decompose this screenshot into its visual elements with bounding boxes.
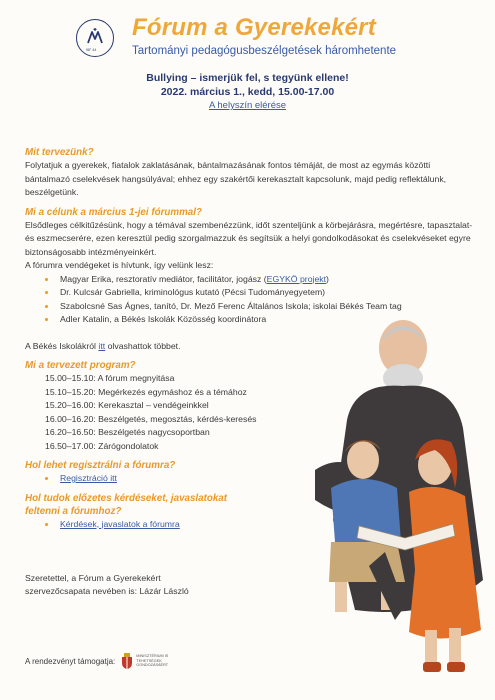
section-title-goal: Mi a célunk a március 1-jei fórummal? (25, 206, 202, 218)
support-label: A rendezvényt támogatja: (25, 656, 116, 666)
support-seal-text: MINISZTÉRIUM IS TEHETSÉGEK GONDOZÁSÁÉRT (136, 654, 169, 668)
schools-link[interactable]: itt (98, 340, 106, 351)
guest-text: Szabolcsné Sas Ágnes, tanító, Dr. Mező Ferenc Általános Iskola; iskolai Békés Team tag (60, 300, 402, 311)
goal-text: Elsődleges célkitűzésünk, hogy a témával szembenézzünk, időt szenteljünk a körbejárásra, megértésre, tapasztalat- és eszmecserére, ezen keresztül pedig szorgalmazzuk és segítsük a helyi gondolkodásokat és cselekvéseket egyre biztonságosabb intézményeinkért. (25, 219, 473, 257)
program-item: 16.50–17.00: Zárógondolatok (45, 440, 159, 451)
guests-intro: A fórumra vendégeket is hívtunk, így velünk lesz: (25, 260, 214, 270)
hungarian-coat-of-arms-icon (121, 653, 133, 669)
questions-link[interactable]: Kérdések, javaslatok a fórumra (60, 518, 180, 529)
page-subtitle: Tartományi pedagógusbeszélgetések háromhetente (132, 45, 397, 57)
guest-list (45, 273, 475, 327)
register-link[interactable]: Regisztráció itt (60, 473, 117, 483)
program-item: 15.20–16.00: Kerekasztal – vendégeinkkel (45, 400, 209, 410)
section-title-register: Hol lehet regisztrálni a fórumra? (25, 460, 176, 471)
program-item: 15.00–15.10: A fórum megnyitása (45, 373, 175, 383)
support-section (25, 653, 186, 669)
questions-title-line-1: Hol tudok előzetes kérdéseket, javaslatokat (25, 492, 228, 504)
program-item: 16.00–16.20: Beszélgetés, megosztás, kérdés-keresés (45, 413, 257, 424)
support-seal (121, 653, 186, 669)
event-date: 2022. március 1., kedd, 15.00-17.00 (160, 86, 335, 98)
guest-item (45, 286, 475, 300)
questions-title-line-2: feltenni a fórumhoz? (25, 505, 122, 517)
schools-before: A Békés Iskolákról (25, 340, 99, 351)
page-title: Fórum a Gyerekekért (132, 14, 376, 41)
schools-line (25, 340, 285, 354)
schools-after: olvashattok többet. (105, 340, 181, 351)
egyko-project-link[interactable]: EGYKÖ projekt (266, 273, 327, 284)
guest-text: Adler Katalin, a Békés Iskolák Közösség koordinátora (60, 314, 267, 324)
logo-caption: 98° 44 (86, 48, 97, 52)
guest-text: Magyar Erika, resztoratív mediátor, facilitátor, jogász ( (60, 273, 267, 284)
guest-item (45, 273, 475, 287)
plan-text: Folytatjuk a gyerekek, fiatalok zaklatásának, bántalmazásának fontos témáját, de most az egymás közötti bántalmazó cselekvések hangsúlyával; ehhez egy szakértői kerekasztalt kapcsolunk, majd pedig reflektálunk, beszélgetünk. (25, 160, 447, 197)
closing-line-2: szervezőcsapata nevében is: Lázár László (25, 586, 189, 596)
location-link[interactable]: A helyszín elérése (208, 100, 287, 111)
guest-item (45, 300, 475, 314)
guest-text-after: ) (326, 273, 329, 284)
section-title-plan: Mit tervezünk? (25, 147, 94, 158)
closing-line-1: Szeretettel, a Fórum a Gyerekekért (25, 573, 161, 583)
program-item: 16.20–16.50: Beszélgetés nagycsoportban (45, 427, 210, 437)
grandfather-reading-to-children-illustration (285, 320, 495, 690)
event-headline: Bullying – ismerjük fel, s tegyünk ellene! (146, 72, 349, 84)
closing (25, 572, 189, 598)
program-item: 15.10–15.20: Megérkezés egymáshoz és a témához (45, 386, 247, 397)
guest-text: Dr. Kulcsár Gabriella, kriminológus kutató (Pécsi Tudományegyetem) (60, 287, 326, 297)
section-title-program: Mi a tervezett program? (25, 360, 136, 371)
